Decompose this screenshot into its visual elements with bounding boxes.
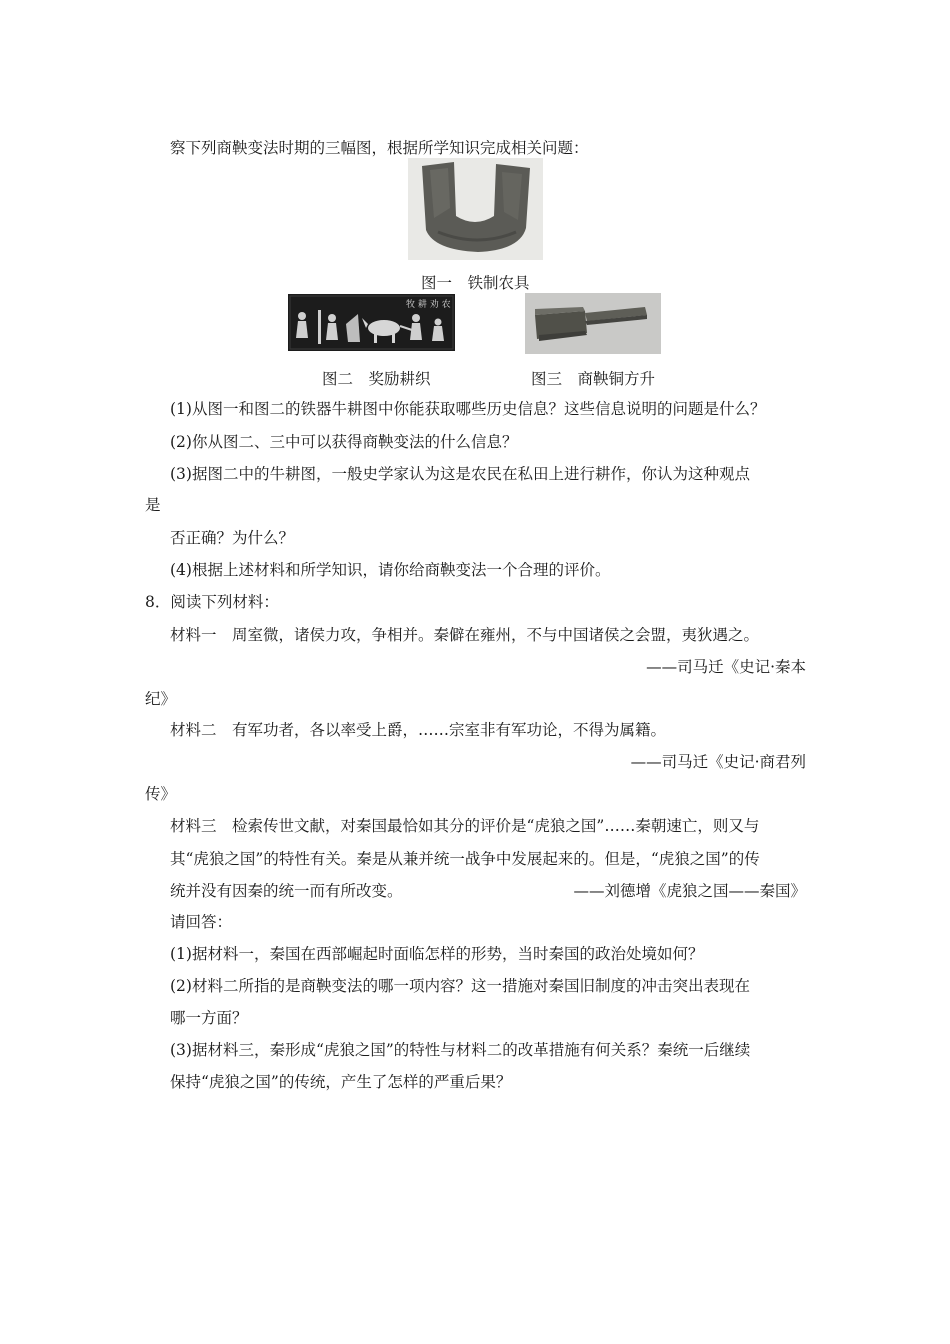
q8-answer-1: (1)据材料一，秦国在西部崛起时面临怎样的形势，当时秦国的政治处境如何？ <box>170 945 704 963</box>
figure-2-ox-plowing <box>288 294 455 351</box>
figure-3-bronze-measure <box>525 293 661 354</box>
q8-material-3-line3: 统并没有因秦的统一而有所改变。 <box>170 882 403 900</box>
figure-1-caption: 图一 铁制农具 <box>421 274 530 292</box>
q8-material-2-source-end: 传》 <box>145 785 177 803</box>
ox-plowing-illustration <box>288 294 455 351</box>
q7-sub3-line3: 否正确？为什么？ <box>170 529 295 547</box>
q8-material-3-line1: 材料三 检索传世文献，对秦国最恰如其分的评价是“虎狼之国”……秦朝速亡，则又与 <box>170 817 760 835</box>
q7-sub1: (1)从图一和图二的铁器牛耕图中你能获取哪些历史信息？这些信息说明的问题是什么？ <box>170 400 766 418</box>
q8-answer-3-line2: 保持“虎狼之国”的传统，产生了怎样的严重后果？ <box>170 1073 512 1091</box>
q8-ask: 请回答： <box>170 913 233 931</box>
iron-tool-illustration <box>408 158 543 260</box>
intro-line: 察下列商鞅变法时期的三幅图，根据所学知识完成相关问题： <box>170 139 589 157</box>
q8-material-2: 材料二 有军功者，各以率受上爵，……宗室非有军功论，不得为属籍。 <box>170 721 667 739</box>
q8-material-2-source: ——司马迁《史记·商君列 <box>630 753 806 771</box>
q8-heading: 8．阅读下列材料： <box>145 593 279 611</box>
figure-1-iron-tool <box>408 158 543 260</box>
q7-sub3-line1: (3)据图二中的牛耕图，一般史学家认为这是农民在私田上进行耕作，你认为这种观点 <box>170 465 750 483</box>
q7-sub2: (2)你从图二、三中可以获得商鞅变法的什么信息？ <box>170 433 518 451</box>
q8-material-1-source: ——司马迁《史记·秦本 <box>646 658 806 676</box>
q7-sub3-line2: 是 <box>145 496 161 514</box>
q8-material-3-source: ——刘德增《虎狼之国——秦国》 <box>573 882 806 900</box>
q8-answer-2-line2: 哪一方面？ <box>170 1009 248 1027</box>
figure-2-inscription: 牧 耕 劝 农 <box>406 300 451 310</box>
figure-3-caption: 图三 商鞅铜方升 <box>531 370 656 388</box>
q8-answer-3-line1: (3)据材料三，秦形成“虎狼之国”的特性与材料二的改革措施有何关系？秦统一后继续 <box>170 1041 751 1059</box>
q8-material-1: 材料一 周室微，诸侯力攻，争相并。秦僻在雍州，不与中国诸侯之会盟，夷狄遇之。 <box>170 626 760 644</box>
bronze-measure-illustration <box>525 293 661 354</box>
q7-sub4: (4)根据上述材料和所学知识，请你给商鞅变法一个合理的评价。 <box>170 561 611 579</box>
q8-material-3-line2: 其“虎狼之国”的特性有关。秦是从兼并统一战争中发展起来的。但是，“虎狼之国”的传 <box>170 850 760 868</box>
q8-material-1-source-end: 纪》 <box>145 690 177 708</box>
q8-answer-2-line1: (2)材料二所指的是商鞅变法的哪一项内容？这一措施对秦国旧制度的冲击突出表现在 <box>170 977 750 995</box>
figure-2-caption: 图二 奖励耕织 <box>322 370 431 388</box>
